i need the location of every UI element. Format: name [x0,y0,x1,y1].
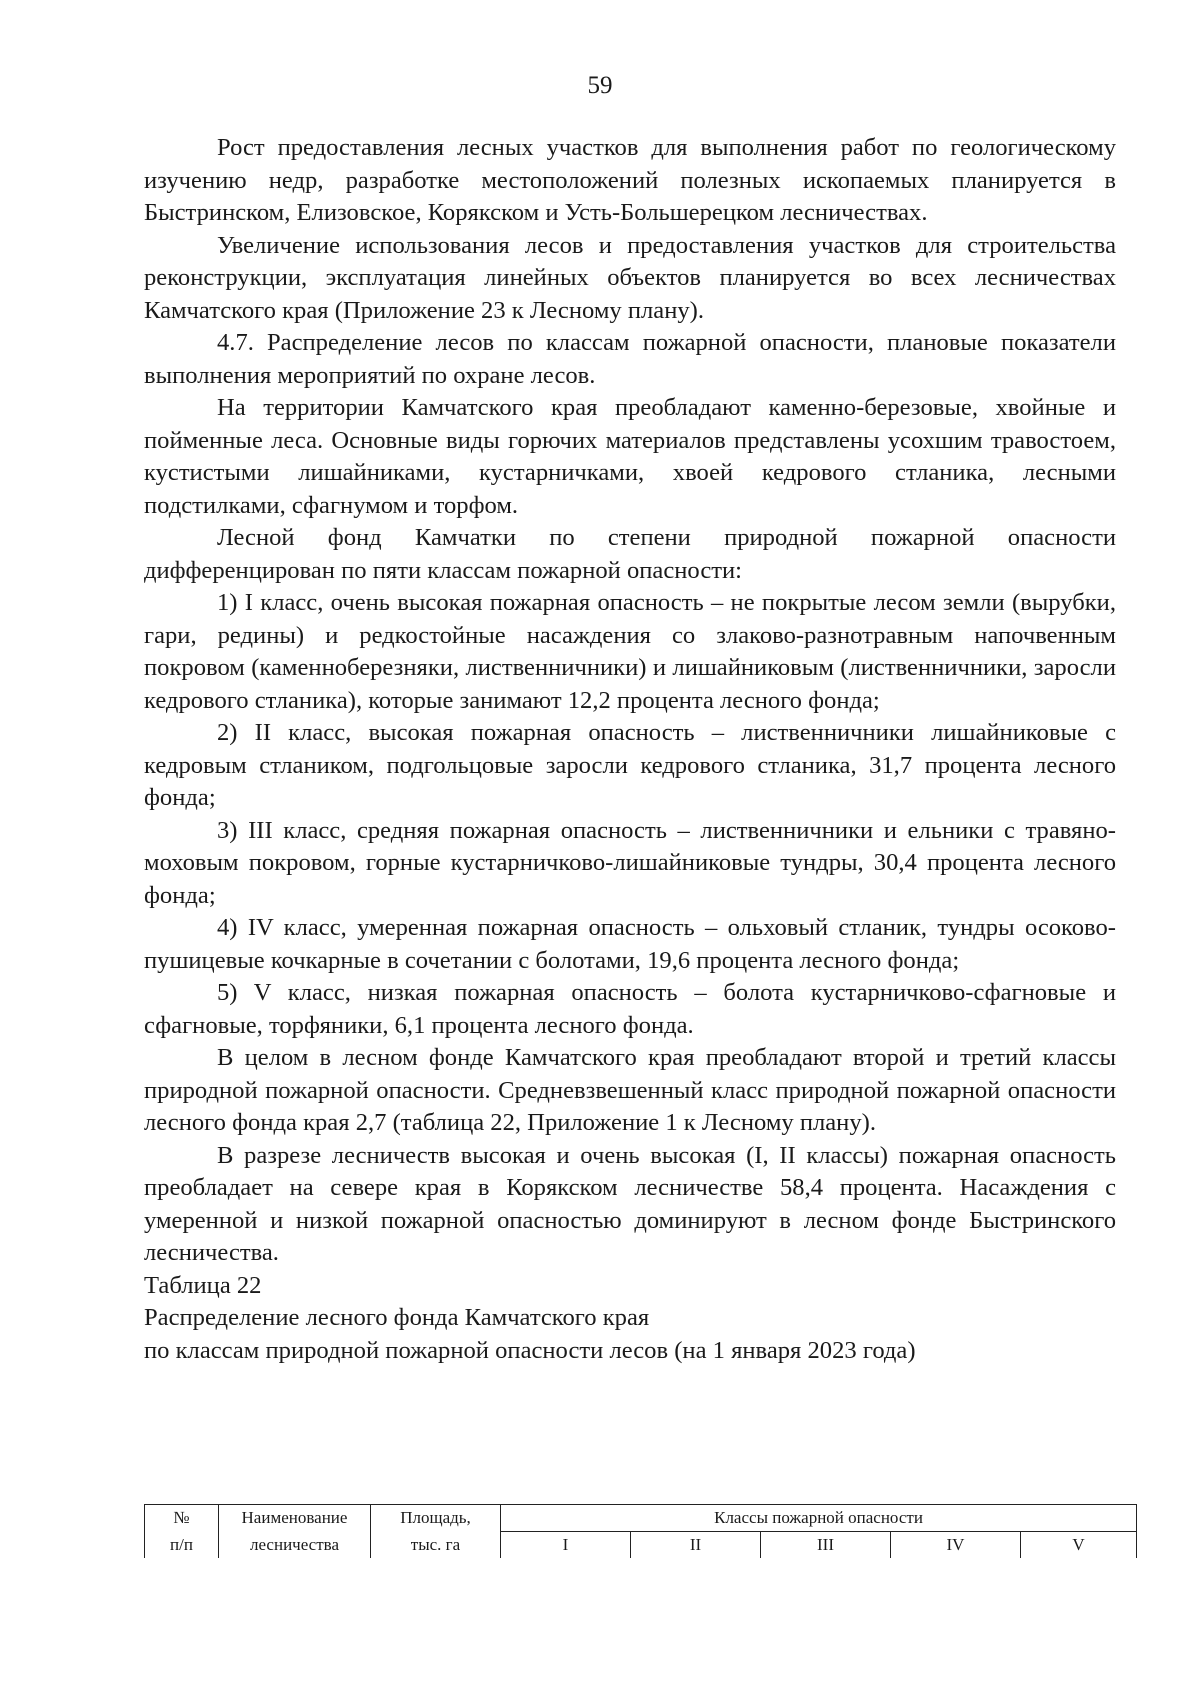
header-class-5: V [1021,1532,1137,1559]
paragraph-class-3: 3) III класс, средняя пожарная опасность – лиственничники и ельники с травяно-моховым покровом, горные кустарничково-лишайниковые тундры, 30,4 процента лесного фонда; [144,816,1116,909]
header-name-top: Наименование [219,1505,371,1532]
header-name-bottom: лесничества [219,1532,371,1559]
fire-class-table [144,1504,1137,1558]
header-area-top: Площадь, [371,1505,501,1532]
page-number: 59 [587,72,613,99]
paragraph-geology: Рост предоставления лесных участков для выполнения работ по геологическому изучению недр, разработке местоположений полезных ископаемых планируется в Быстринском, Елизовское, Корякском и Усть-Большерецком лесничествах. [144,134,1116,226]
header-number-bottom: п/п [145,1532,219,1559]
header-class-3: III [761,1532,891,1559]
header-fire-classes: Классы пожарной опасности [501,1505,1137,1532]
paragraph-class-4: 4) IV класс, умеренная пожарная опасность – ольховый стланик, тундры осоково-пушицевые кочкарные в сочетании с болотами, 19,6 процента лесного фонда; [144,914,1116,974]
paragraph-linear-objects: Увеличение использования лесов и предоставления участков для строительства реконструкции, эксплуатация линейных объектов планируется во всех лесничествах Камчатского края (Приложение 23 к Лесному плану). [144,231,1116,324]
document-body [144,132,1116,1367]
paragraph-fire-classes-intro: Лесной фонд Камчатки по степени природной пожарной опасности дифференцирован по пяти классам пожарной опасности: [144,524,1116,584]
header-number-top: № [145,1505,219,1532]
paragraph-class-1: 1) I класс, очень высокая пожарная опасность – не покрытые лесом земли (вырубки, гари, редины) и редкостойные насаждения со злаково-разнотравным напочвенным покровом (каменноберезняки, лиственничники) и лишайниковым (лиственничники, заросли кедрового стланика), которые занимают 12,2 процента лесного фонда; [144,589,1116,714]
paragraph-summary: В целом в лесном фонде Камчатского края преобладают второй и третий классы природной пожарной опасности. Средневзвешенный класс природной пожарной опасности лесного фонда края 2,7 (таблица 22, Приложение 1 к Лесному плану). [144,1044,1116,1136]
table-label: Таблица 22 [144,1271,262,1299]
paragraph-class-5: 5) V класс, низкая пожарная опасность – болота кустарничково-сфагновые и сфагновые, торфяники, 6,1 процента лесного фонда. [144,979,1116,1039]
section-heading-4-7: 4.7. Распределение лесов по классам пожарной опасности, плановые показатели выполнения мероприятий по охране лесов. [144,329,1116,389]
paragraph-forest-types: На территории Камчатского края преобладают каменно-березовые, хвойные и пойменные леса. Основные виды горючих материалов представлены усохшим травостоем, кустистыми лишайниками, кустарничками, хвоей кедрового стланика, лесными подстилками, сфагнумом и торфом. [144,394,1116,519]
table-header-row-2 [145,1532,1137,1559]
table-title-line1: Распределение лесного фонда Камчатского края [144,1304,650,1331]
paragraph-regional: В разрезе лесничеств высокая и очень высокая (I, II классы) пожарная опасность преобладает на севере края в Корякском лесничестве 58,4 процента. Насаждения с умеренной и низкой пожарной опасностью доминируют в лесном фонде Быстринского лесничества. [144,1141,1116,1266]
header-class-2: II [631,1532,761,1559]
header-area-bottom: тыс. га [371,1532,501,1559]
header-class-1: I [501,1532,631,1559]
header-class-4: IV [891,1532,1021,1559]
table-header-row-1 [145,1505,1137,1532]
paragraph-class-2: 2) II класс, высокая пожарная опасность – лиственничники лишайниковые с кедровым стлаником, подгольцовые заросли кедрового стланика, 31,7 процента лесного фонда; [144,719,1116,811]
table-title-line2: по классам природной пожарной опасности лесов (на 1 января 2023 года) [144,1336,916,1364]
